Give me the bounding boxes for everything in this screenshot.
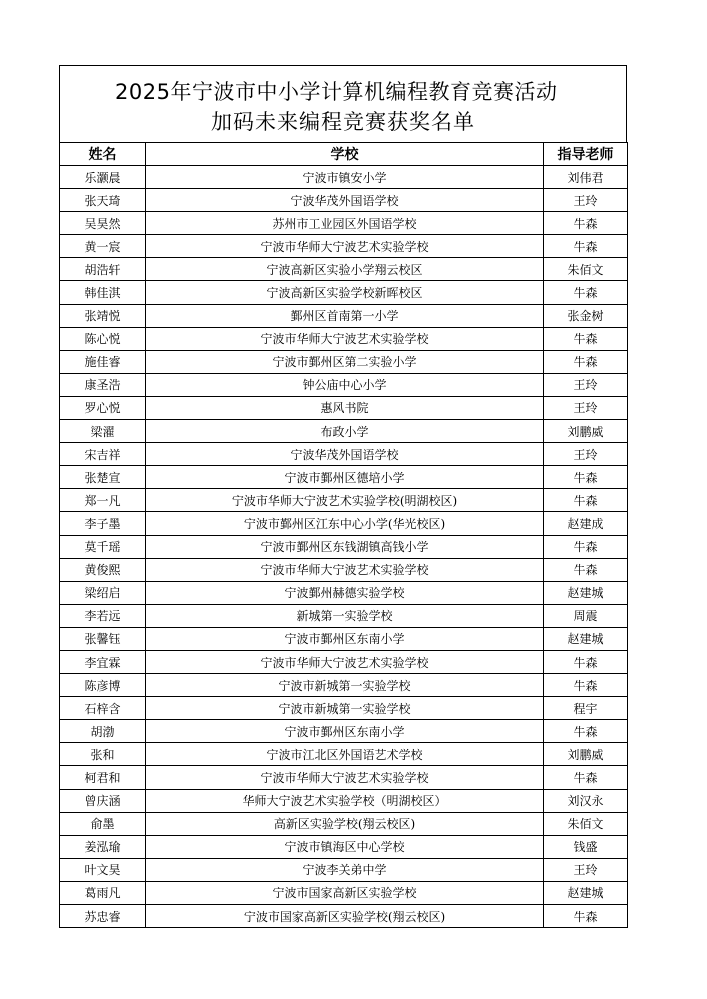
table-row (60, 650, 628, 673)
student-name-cell: 李子墨 (60, 512, 146, 535)
table-row (60, 881, 628, 904)
school-cell: 宁波市镇海区中心学校 (146, 835, 544, 858)
table-row (60, 905, 628, 928)
teacher-cell: 牛森 (544, 281, 628, 304)
student-name-cell: 陈彦博 (60, 674, 146, 697)
school-cell: 宁波市鄞州区江东中心小学(华光校区) (146, 512, 544, 535)
table-row (60, 166, 628, 189)
title-box (59, 65, 627, 142)
teacher-cell: 王玲 (544, 373, 628, 396)
table-row (60, 327, 628, 350)
teacher-cell: 牛森 (544, 650, 628, 673)
student-name-cell: 曾庆涵 (60, 789, 146, 812)
teacher-cell: 朱佰文 (544, 258, 628, 281)
teacher-cell: 钱盛 (544, 835, 628, 858)
student-name-cell: 吴昊然 (60, 212, 146, 235)
school-cell: 宁波市华师大宁波艺术实验学校 (146, 327, 544, 350)
teacher-cell: 朱佰文 (544, 812, 628, 835)
teacher-cell: 刘伟君 (544, 166, 628, 189)
table-row (60, 373, 628, 396)
school-cell: 宁波市鄞州区东钱湖镇高钱小学 (146, 535, 544, 558)
teacher-cell: 王玲 (544, 396, 628, 419)
student-name-cell: 宋吉祥 (60, 443, 146, 466)
school-cell: 宁波市新城第一实验学校 (146, 697, 544, 720)
table-body (60, 166, 628, 928)
table-row (60, 627, 628, 650)
teacher-cell: 赵建城 (544, 627, 628, 650)
teacher-cell: 牛森 (544, 535, 628, 558)
teacher-cell: 程宇 (544, 697, 628, 720)
student-name-cell: 叶文昊 (60, 858, 146, 881)
school-cell: 鄞州区首南第一小学 (146, 304, 544, 327)
table-row (60, 466, 628, 489)
teacher-cell: 王玲 (544, 858, 628, 881)
table-row (60, 858, 628, 881)
teacher-cell: 王玲 (544, 189, 628, 212)
column-header-school: 学校 (146, 143, 544, 166)
column-header-name: 姓名 (60, 143, 146, 166)
school-cell: 宁波市鄞州区东南小学 (146, 720, 544, 743)
table-row (60, 674, 628, 697)
teacher-cell: 牛森 (544, 212, 628, 235)
school-cell: 宁波市华师大宁波艺术实验学校 (146, 558, 544, 581)
student-name-cell: 莫千瑶 (60, 535, 146, 558)
student-name-cell: 韩佳淇 (60, 281, 146, 304)
table-row (60, 512, 628, 535)
school-cell: 宁波高新区实验学校新晖校区 (146, 281, 544, 304)
winners-table (59, 142, 628, 928)
student-name-cell: 施佳睿 (60, 350, 146, 373)
table-row (60, 835, 628, 858)
teacher-cell: 牛森 (544, 674, 628, 697)
school-cell: 宁波市华师大宁波艺术实验学校 (146, 766, 544, 789)
student-name-cell: 李若远 (60, 604, 146, 627)
student-name-cell: 姜泓瑜 (60, 835, 146, 858)
teacher-cell: 牛森 (544, 327, 628, 350)
school-cell: 宁波市鄞州区德培小学 (146, 466, 544, 489)
student-name-cell: 胡浩轩 (60, 258, 146, 281)
teacher-cell: 牛森 (544, 905, 628, 928)
teacher-cell: 牛森 (544, 350, 628, 373)
table-row (60, 235, 628, 258)
teacher-cell: 牛森 (544, 766, 628, 789)
page-subtitle: 加码未来编程竞赛获奖名单 (211, 110, 475, 134)
school-cell: 宁波市华师大宁波艺术实验学校 (146, 650, 544, 673)
teacher-cell: 刘鹏威 (544, 743, 628, 766)
student-name-cell: 黄俊熙 (60, 558, 146, 581)
table-row (60, 258, 628, 281)
school-cell: 宁波鄞州赫德实验学校 (146, 581, 544, 604)
table-row (60, 743, 628, 766)
table-row (60, 558, 628, 581)
school-cell: 宁波市镇安小学 (146, 166, 544, 189)
school-cell: 华师大宁波艺术实验学校（明湖校区） (146, 789, 544, 812)
table-row (60, 189, 628, 212)
teacher-cell: 刘鹏威 (544, 420, 628, 443)
school-cell: 宁波市华师大宁波艺术实验学校 (146, 235, 544, 258)
student-name-cell: 李宜霖 (60, 650, 146, 673)
table-row (60, 766, 628, 789)
student-name-cell: 乐灏晨 (60, 166, 146, 189)
school-cell: 宁波华茂外国语学校 (146, 189, 544, 212)
table-row (60, 396, 628, 419)
school-cell: 宁波李关弟中学 (146, 858, 544, 881)
student-name-cell: 葛雨凡 (60, 881, 146, 904)
student-name-cell: 柯君和 (60, 766, 146, 789)
teacher-cell: 赵建成 (544, 512, 628, 535)
teacher-cell: 张金树 (544, 304, 628, 327)
table-row (60, 420, 628, 443)
teacher-cell: 王玲 (544, 443, 628, 466)
school-cell: 宁波华茂外国语学校 (146, 443, 544, 466)
student-name-cell: 苏忠睿 (60, 905, 146, 928)
column-header-teacher: 指导老师 (544, 143, 628, 166)
table-row (60, 443, 628, 466)
school-cell: 新城第一实验学校 (146, 604, 544, 627)
table-row (60, 489, 628, 512)
student-name-cell: 陈心悦 (60, 327, 146, 350)
teacher-cell: 牛森 (544, 720, 628, 743)
table-row (60, 697, 628, 720)
school-cell: 宁波市新城第一实验学校 (146, 674, 544, 697)
school-cell: 宁波市国家高新区实验学校(翔云校区) (146, 905, 544, 928)
student-name-cell: 黄一宸 (60, 235, 146, 258)
teacher-cell: 周震 (544, 604, 628, 627)
teacher-cell: 牛森 (544, 558, 628, 581)
teacher-cell: 牛森 (544, 489, 628, 512)
teacher-cell: 赵建城 (544, 881, 628, 904)
school-cell: 高新区实验学校(翔云校区) (146, 812, 544, 835)
table-row (60, 281, 628, 304)
school-cell: 布政小学 (146, 420, 544, 443)
table-header-row (60, 143, 628, 166)
table-row (60, 789, 628, 812)
teacher-cell: 牛森 (544, 235, 628, 258)
student-name-cell: 康圣浩 (60, 373, 146, 396)
student-name-cell: 张和 (60, 743, 146, 766)
student-name-cell: 梁濯 (60, 420, 146, 443)
school-cell: 宁波市鄞州区第二实验小学 (146, 350, 544, 373)
student-name-cell: 罗心悦 (60, 396, 146, 419)
table-row (60, 720, 628, 743)
table-row (60, 535, 628, 558)
page-title: 2025年宁波市中小学计算机编程教育竞赛活动 (115, 80, 558, 104)
school-cell: 宁波市鄞州区东南小学 (146, 627, 544, 650)
school-cell: 钟公庙中心小学 (146, 373, 544, 396)
teacher-cell: 刘汉永 (544, 789, 628, 812)
school-cell: 宁波高新区实验小学翔云校区 (146, 258, 544, 281)
student-name-cell: 石梓含 (60, 697, 146, 720)
table-row (60, 304, 628, 327)
student-name-cell: 张馨钰 (60, 627, 146, 650)
school-cell: 惠风书院 (146, 396, 544, 419)
student-name-cell: 梁绍启 (60, 581, 146, 604)
teacher-cell: 赵建城 (544, 581, 628, 604)
school-cell: 宁波市江北区外国语艺术学校 (146, 743, 544, 766)
table-row (60, 581, 628, 604)
table-row (60, 812, 628, 835)
student-name-cell: 张靖悦 (60, 304, 146, 327)
student-name-cell: 张楚宣 (60, 466, 146, 489)
school-cell: 苏州市工业园区外国语学校 (146, 212, 544, 235)
school-cell: 宁波市国家高新区实验学校 (146, 881, 544, 904)
table-row (60, 212, 628, 235)
student-name-cell: 俞墨 (60, 812, 146, 835)
award-list-sheet (59, 65, 627, 928)
student-name-cell: 胡渤 (60, 720, 146, 743)
teacher-cell: 牛森 (544, 466, 628, 489)
table-row (60, 350, 628, 373)
school-cell: 宁波市华师大宁波艺术实验学校(明湖校区) (146, 489, 544, 512)
student-name-cell: 张天琦 (60, 189, 146, 212)
student-name-cell: 郑一凡 (60, 489, 146, 512)
table-row (60, 604, 628, 627)
